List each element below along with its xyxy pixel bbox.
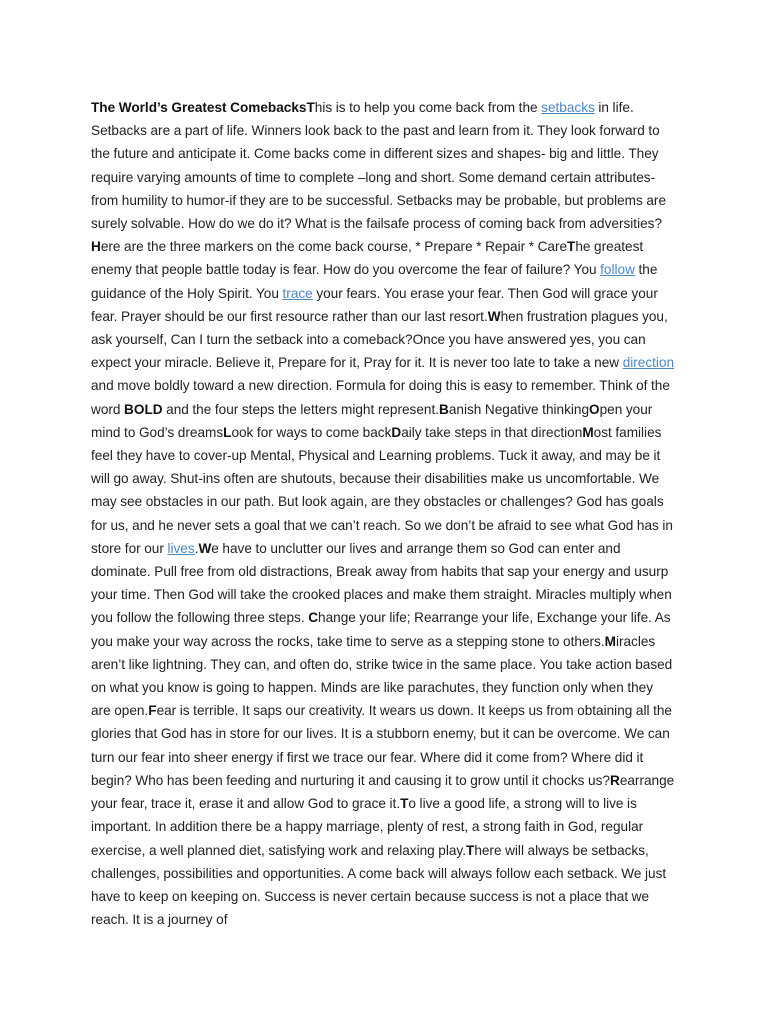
body-text-run: earrange your fear, trace it, erase it and allow God to grace it. xyxy=(91,772,675,812)
body-text-run: ost families feel they have to cover-up Mental, Physical and Learning problems. Tuck it away, and may be it will go away. Shut-ins often are shutouts, because their disabilities make us uncomfortable. We may see obstacles in our path. But look again, are they obstacles or challenges? God has goals for us, and he never sets a goal that we can’t reach. So we don’t be afraid to see what God has in store for our xyxy=(91,424,673,556)
bold-text: M xyxy=(582,424,594,440)
bold-text: B xyxy=(439,401,449,417)
bold-text: BOLD xyxy=(124,401,163,417)
body-text-run: your fears. You erase your fear. Then God will grace your fear. Prayer should be our first resource rather than our last resort. xyxy=(91,285,658,324)
bold-text: W xyxy=(198,540,212,556)
bold-text: M xyxy=(604,633,616,649)
body-text-run: pen your mind to God’s dreams xyxy=(91,401,653,440)
bold-text: L xyxy=(223,424,232,440)
body-text-run: his is to help you come back from the xyxy=(314,100,542,115)
body-text-run: anish Negative thinking xyxy=(448,401,590,417)
body-text-run: ook for ways to come back xyxy=(231,424,392,440)
bold-text: T xyxy=(306,100,315,115)
body-text-run: in life. Setbacks are a part of life. Winners look back to the past and learn from it. They look forward to the future and anticipate it. Come backs come in different sizes and shapes- big and little. They require varying amounts of time to complete –long and short. Some demand certain attributes- from humility to humor-if they are to be successful. Setbacks may be probable, but problems are surely solvable. How do we do it? What is the failsafe process of coming back from adversities? xyxy=(91,100,666,232)
body-text-run: aily take steps in that direction xyxy=(401,424,583,440)
bold-text: The World’s Greatest Comebacks xyxy=(91,100,307,115)
body-text-run: the guidance of the Holy Spirit. You xyxy=(91,262,658,301)
link-lives[interactable]: lives xyxy=(167,540,195,556)
body-text-run: ere are the three markers on the come back course, * Prepare * Repair * Care xyxy=(100,239,568,255)
body-text-run: . xyxy=(194,540,199,556)
bold-text: O xyxy=(589,401,600,417)
bold-text: D xyxy=(391,424,402,440)
body-text-run: e have to unclutter our lives and arrange them so God can enter and dominate. Pull free from old distractions, Break away from habits that sap your energy and usurp your time. Then God will take the crooked places and make them straight. Miracles multiply when you follow the following three steps. xyxy=(91,540,672,626)
bold-text: W xyxy=(487,308,501,324)
body-text-run: he greatest enemy that people battle today is fear. How do you overcome the fear of failure? You xyxy=(91,239,644,278)
bold-text: H xyxy=(91,239,101,255)
bold-text: R xyxy=(609,772,620,788)
body-text-run: and the four steps the letters might represent. xyxy=(162,401,440,417)
article-body xyxy=(91,96,675,931)
body-text-run: and move boldly toward a new direction. Formula for doing this is easy to remember. Think of the word xyxy=(91,378,670,417)
link-setbacks[interactable]: setbacks xyxy=(541,100,595,115)
bold-text: T xyxy=(400,796,409,812)
bold-text: F xyxy=(148,703,157,719)
bold-text: T xyxy=(466,842,475,858)
body-text-run: here will always be setbacks, challenges, possibilities and opportunities. A come back will always follow each setback. We just have to keep on keeping on. Success is never certain because success is not a place that we reach. It is a journey of xyxy=(91,842,667,928)
body-text-run: iracles aren’t like lightning. They can, and often do, strike twice in the same place. You take action based on what you know is going to happen. Minds are like parachutes, they function only when they are open. xyxy=(91,633,673,719)
bold-text: T xyxy=(567,239,576,255)
body-text-run: hange your life; Rearrange your life, Exchange your life. As you make your way across the rocks, take time to serve as a stepping stone to others. xyxy=(91,610,671,649)
body-text-run: ear is terrible. It saps our creativity. It wears us down. It keeps us from obtaining all the glories that God has in store for our lives. It is a stubborn enemy, but it can be overcome. We can turn our fear into sheer energy if first we trace our fear. Where did it come from? Where did it begin? Who has been feeding and nurturing it and causing it to grow until it chocks us? xyxy=(91,703,672,788)
link-follow[interactable]: follow xyxy=(600,262,635,278)
bold-text: C xyxy=(308,610,319,626)
link-trace[interactable]: trace xyxy=(282,285,313,301)
link-direction[interactable]: direction xyxy=(622,355,675,371)
body-text-run: o live a good life, a strong will to live is important. In addition there be a happy marriage, plenty of rest, a strong faith in God, regular exercise, a well planned diet, satisfying work and relaxing play. xyxy=(91,796,644,858)
body-text-run: hen frustration plagues you, ask yourself, Can I turn the setback into a comeback?Once you have answered yes, you can expect your miracle. Believe it, Prepare for it, Pray for it. It is never too late to take a new xyxy=(91,308,668,371)
